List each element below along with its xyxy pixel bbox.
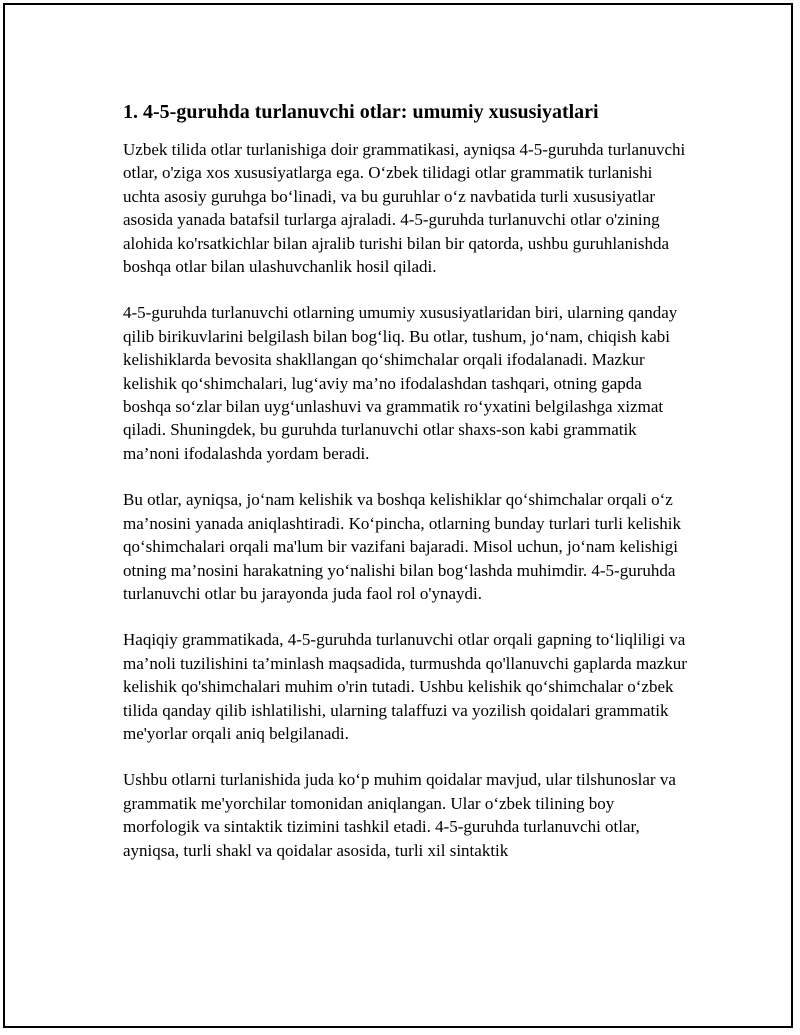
page-frame (3, 3, 793, 1028)
paragraph-1: Uzbek tilida otlar turlanishiga doir grammatikasi, ayniqsa 4-5-guruhda turlanuvchi otlar, o'ziga xos xususiyatlarga ega. O‘zbek tilidagi otlar grammatik turlanishi uchta asosiy guruhga bo‘linadi, va bu guruhlar o‘z navbatida turli xususiyatlar asosida yanada batafsil turlarga ajraladi. 4-5-guruhda turlanuvchi otlar o'zining alohida ko'rsatkichlar bilan ajralib turishi bilan bir qatorda, ushbu guruhlanishda boshqa otlar bilan ulashuvchanlik hosil qiladi. (123, 140, 686, 277)
section-heading: 1. 4-5-guruhda turlanuvchi otlar: umumiy xususiyatlari (123, 101, 599, 123)
paragraph-4: Haqiqiy grammatikada, 4-5-guruhda turlanuvchi otlar orqali gapning to‘liqliligi va ma’noli tuzilishini ta’minlash maqsadida, turmushda qo'llanuvchi gaplarda mazkur kelishik qo'shimchalari muhim o'rin tutadi. Ushbu kelishik qo‘shimchalar o‘zbek tilida qanday qilib ishlatilishi, ularning talaffuzi va yozilish qoidalari grammatik me'yorlar orqali aniq belgilanadi. (123, 630, 687, 743)
paragraph-2: 4-5-guruhda turlanuvchi otlarning umumiy xususiyatlaridan biri, ularning qanday qilib birikuvlarini belgilash bilan bog‘liq. Bu otlar, tushum, jo‘nam, chiqish kabi kelishiklarda bevosita shakllangan qo‘shimchalar orqali ifodalanadi. Mazkur kelishik qo‘shimchalari, lug‘aviy ma’no ifodalashdan tashqari, otning gapda boshqa so‘zlar bilan uyg‘unlashuvi va grammatik ro‘yxatini belgilashga xizmat qiladi. Shuningdek, bu guruhda turlanuvchi otlar shaxs-son kabi grammatik ma’noni ifodalashda yordam beradi. (123, 303, 678, 463)
document-body (123, 100, 693, 885)
paragraph-3: Bu otlar, ayniqsa, jo‘nam kelishik va boshqa kelishiklar qo‘shimchalar orqali o‘z ma’nosini yanada aniqlashtiradi. Ko‘pincha, otlarning bunday turlari turli kelishik qo‘shimchalari orqali ma'lum bir vazifani bajaradi. Misol uchun, jo‘nam kelishigi otning ma’nosini harakatning yo‘nalishi bilan bog‘lashda muhimdir. 4-5-guruhda turlanuvchi otlar bu jarayonda juda faol rol o'ynaydi. (123, 490, 682, 603)
paragraph-5: Ushbu otlarni turlanishida juda ko‘p muhim qoidalar mavjud, ular tilshunoslar va grammatik me'yorchilar tomonidan aniqlangan. Ular o‘zbek tilining boy morfologik va sintaktik tizimini tashkil etadi. 4-5-guruhda turlanuvchi otlar, ayniqsa, turli shakl va qoidalar asosida, turli xil sintaktik (123, 770, 676, 860)
